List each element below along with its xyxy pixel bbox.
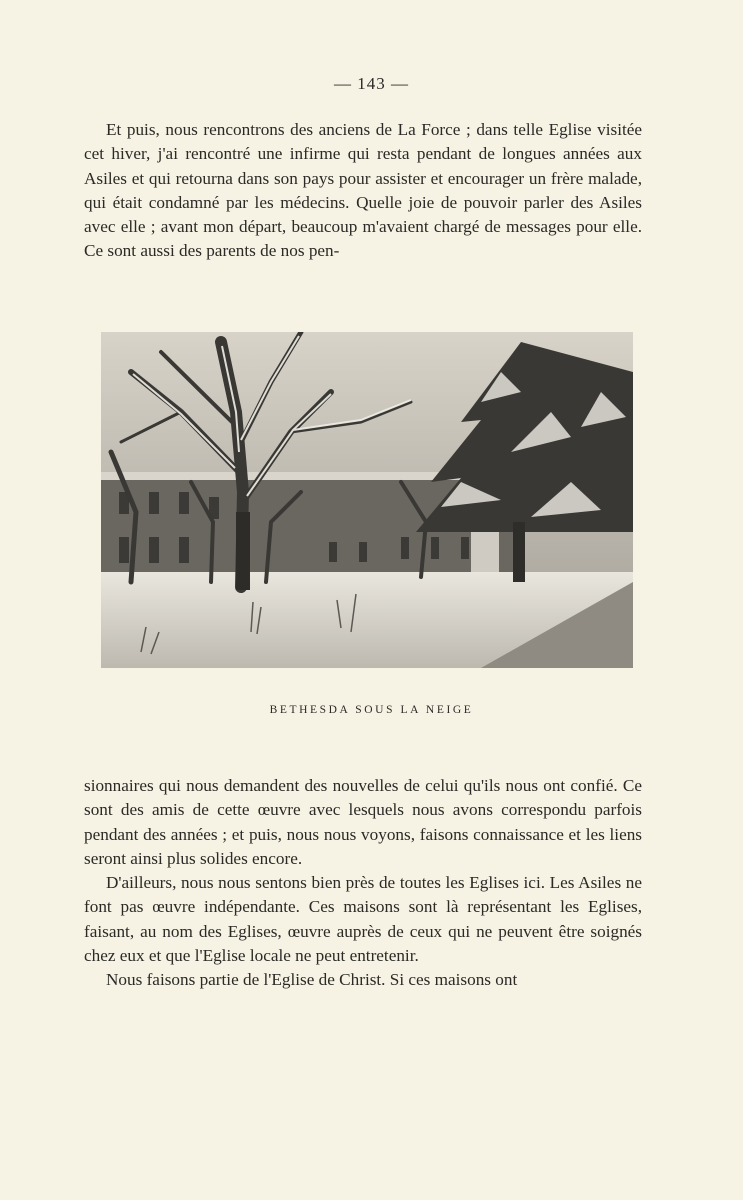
paragraph-eglises: D'ailleurs, nous nous sentons bien près de toutes les Eglises ici. Les Asiles ne font pas œuvre indépendante. Ces maisons sont là représentant les Eglises, faisant, au nom des Eglises, œuvre auprès de ceux qui ne peuvent être soignés chez eux et que l'Eglise locale ne peut entretenir. — [84, 873, 642, 966]
paragraphs-bottom — [84, 774, 642, 993]
paragraph-text: Et puis, nous rencontrons des anciens de La Force ; dans telle Eglise visitée cet hiver, j'ai rencontré une infirme qui resta pendant de longues années aux Asiles et qui retourna dans son pays pour assister et encourager un frère malade, qui était condamné par les médecins. Quelle joie de pouvoir parler des Asiles avec elle ; avant mon départ, beaucoup m'avaient chargé de messages pour elle. Ce sont aussi des parents de nos pen- — [84, 120, 642, 261]
figure-caption: BETHESDA SOUS LA NEIGE — [269, 704, 474, 716]
paragraph-christ: Nous faisons partie de l'Eglise de Christ. Si ces maisons ont — [106, 970, 518, 990]
paragraph-continuation: sionnaires qui nous demandent des nouvelles de celui qu'ils nous ont confié. Ce sont des amis de cette œuvre avec lesquels nous avons correspondu parfois pendant des années ; et puis, nous nous voyons, faisons connaissance et les liens seront ainsi plus solides encore. — [84, 776, 642, 868]
photo-bethesda-in-snow — [101, 332, 633, 668]
page-number: — 143 — — [334, 74, 409, 93]
paragraph-top — [84, 118, 642, 264]
photo-illustration — [101, 332, 633, 668]
